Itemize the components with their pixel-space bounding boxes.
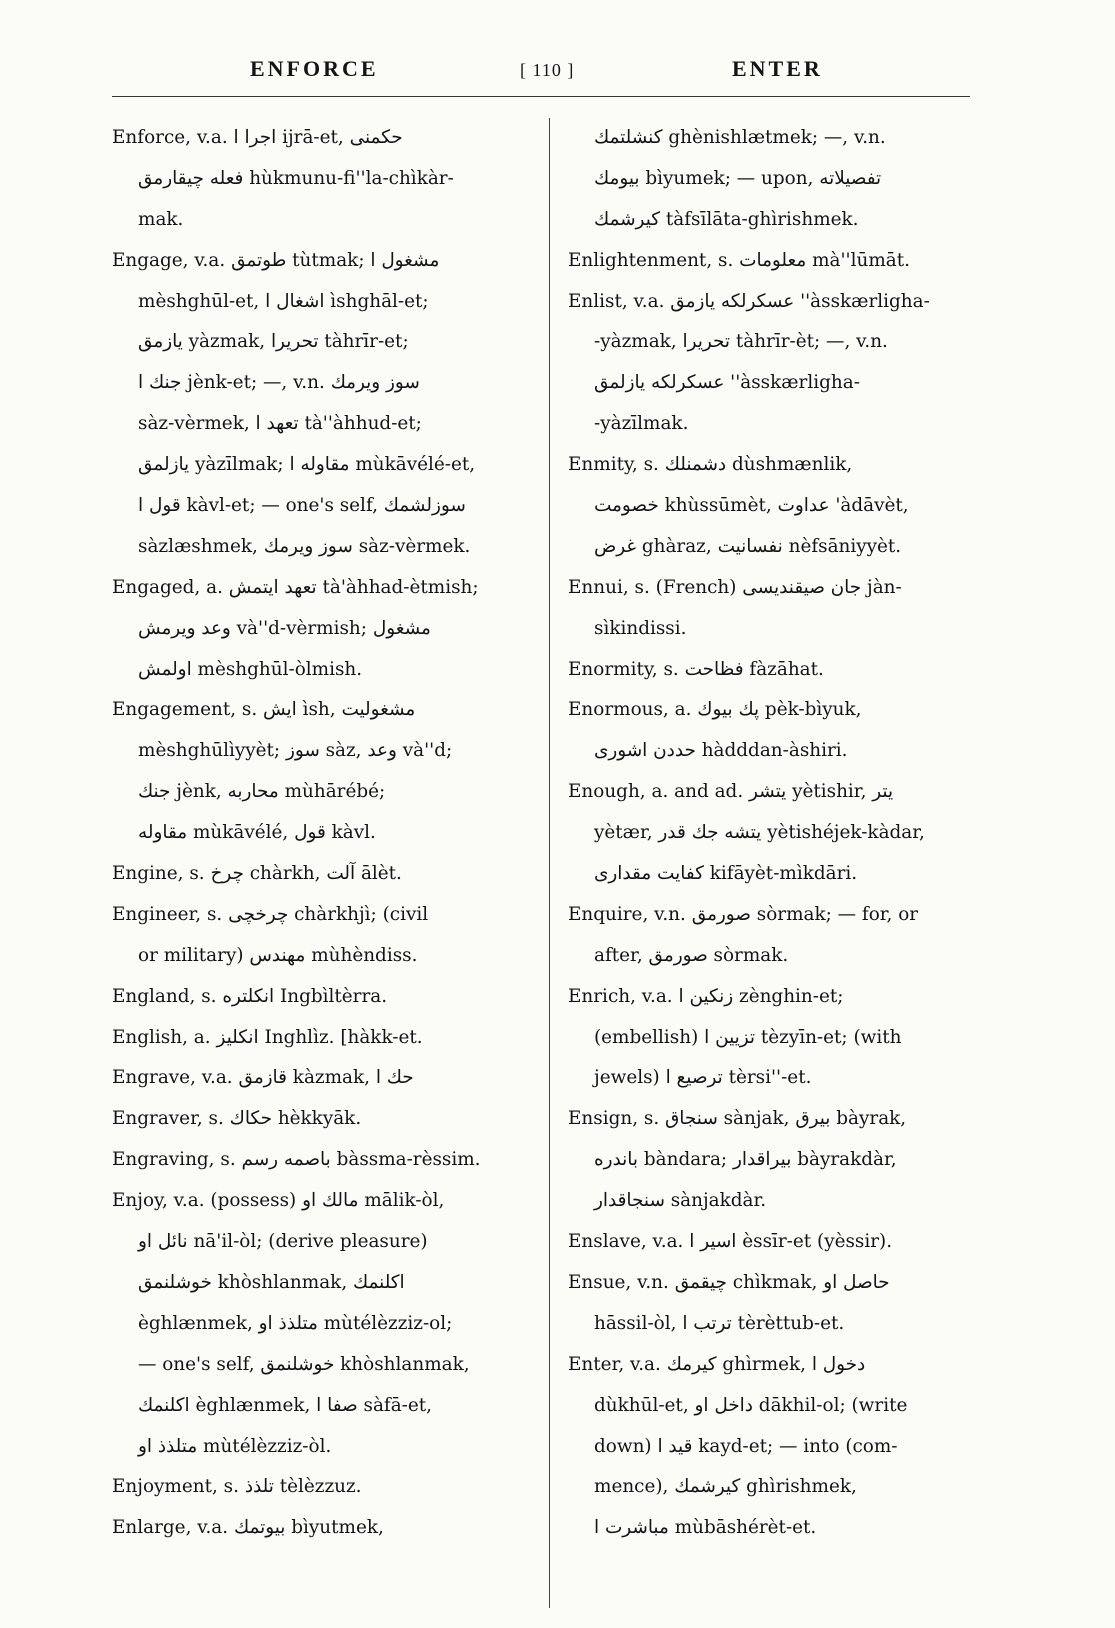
dictionary-line: یازمق yàzmak, تحریرا tàhrīr-et; bbox=[138, 331, 409, 353]
dictionary-line: خوشلنمق khòshlanmak, اكلنمك bbox=[138, 1271, 405, 1293]
left-column bbox=[112, 118, 538, 1549]
dictionary-line: Engineer, s. چرخچی chàrkhjì; (civil bbox=[112, 903, 429, 925]
dictionary-line: جنك ا jènk-et; —, v.n. سوز ویرمك bbox=[138, 372, 420, 394]
dictionary-line: Enforce, v.a. اجرا ا ijrā-et, حكمنى bbox=[112, 127, 403, 148]
dictionary-line: Enormous, a. پك بیوك pèk-bìyuk, bbox=[568, 699, 862, 721]
dictionary-line: Engagement, s. ایش ìsh, مشغولیت bbox=[112, 699, 416, 721]
dictionary-line: Enquire, v.n. صورمق sòrmak; — for, or bbox=[568, 903, 919, 925]
dictionary-line: mèshghūl-et, اشغال ا ìshghāl-et; bbox=[138, 290, 429, 312]
dictionary-line: Enlightenment, s. معلومات mà''lūmāt. bbox=[568, 249, 910, 271]
dictionary-line: كیرشمك tàfsīlāta-ghìrishmek. bbox=[594, 208, 859, 230]
dictionary-line: بیومك bìyumek; — upon, تفصیلاته bbox=[594, 167, 882, 189]
dictionary-line: (embellish) تزیین ا tèzyīn-et; (with bbox=[594, 1026, 902, 1048]
dictionary-line: نائل او nā'il-òl; (derive pleasure) bbox=[138, 1231, 428, 1253]
dictionary-line: غرض ghàraz, نفسانیت nèfsāniyyèt. bbox=[594, 535, 902, 557]
dictionary-line: Enjoy, v.a. (possess) مالك او mālik-òl, bbox=[112, 1190, 445, 1212]
dictionary-line: Engrave, v.a. قازمق kàzmak, حك ا bbox=[112, 1067, 414, 1089]
dictionary-line: yètær, یتشه جك قدر yètishéjek-kàdar, bbox=[594, 822, 925, 844]
dictionary-line: mèshghūlìyyèt; سوز sàz, وعد và''d; bbox=[138, 740, 453, 762]
dictionary-line: قول ا kàvl-et; — one's self, سوزلشمك bbox=[138, 495, 466, 517]
dictionary-line: مقاوله mùkāvélé, قول kàvl. bbox=[138, 822, 376, 844]
dictionary-line: كنشلتمك ghènishlætmek; —, v.n. bbox=[594, 127, 886, 148]
dictionary-line: سنجاقدار sànjakdàr. bbox=[594, 1190, 767, 1212]
dictionary-line: اولمش mèshghūl-òlmish. bbox=[138, 658, 363, 680]
dictionary-line: Enrich, v.a. زنكین ا zènghin-et; bbox=[568, 985, 844, 1007]
dictionary-line: èghlænmek, متلذذ او mùtélèzziz-ol; bbox=[138, 1312, 453, 1334]
dictionary-line: حددن اشوری hàdddan-àshiri. bbox=[594, 740, 848, 762]
dictionary-line: اكلنمك èghlænmek, صفا ا sàfā-et, bbox=[138, 1394, 433, 1416]
right-column bbox=[568, 118, 980, 1549]
dictionary-line: فعله چیقارمق hùkmunu-fi''la-chìkàr- bbox=[138, 167, 454, 189]
dictionary-line: Enormity, s. فظاحت fàzāhat. bbox=[568, 658, 824, 680]
dictionary-line: Enslave, v.a. اسیر ا èssīr-et (yèssir). bbox=[568, 1231, 893, 1253]
dictionary-line: Engage, v.a. طوتمق tùtmak; مشغول ا bbox=[112, 249, 440, 271]
dictionary-line: mak. bbox=[138, 208, 184, 230]
dictionary-line: متلذذ او mùtélèzziz-òl. bbox=[138, 1435, 332, 1457]
page-number: [ 110 ] bbox=[520, 60, 575, 80]
dictionary-line: Engraver, s. حكاك hèkkyāk. bbox=[112, 1108, 362, 1130]
dictionary-line: hāssil-òl, ترتب ا tèrèttub-et. bbox=[594, 1312, 845, 1334]
dictionary-line: عسكرلكه یازلمق ''àsskærligha- bbox=[594, 372, 860, 394]
dictionary-line: باندره bàndara; بیراقدار bàyrakdàr, bbox=[594, 1149, 897, 1171]
dictionary-line: or military) مهندس mùhèndiss. bbox=[138, 944, 418, 966]
dictionary-line: مباشرت ا mùbāshérèt-et. bbox=[594, 1517, 817, 1539]
header-rule bbox=[112, 96, 970, 97]
dictionary-line: sàz-vèrmek, تعهد ا tà''àhhud-et; bbox=[138, 413, 422, 435]
dictionary-line: — one's self, خوشلنمق khòshlanmak, bbox=[138, 1353, 470, 1375]
dictionary-line: Engine, s. چرخ chàrkh, آلت ālèt. bbox=[112, 863, 402, 885]
header-right-guide-word: ENTER bbox=[732, 56, 823, 81]
dictionary-line: Ennui, s. (French) جان صیقندیسی jàn- bbox=[568, 576, 902, 598]
dictionary-line: Enlist, v.a. عسكرلكه یازمق ''àsskærligha- bbox=[568, 290, 930, 312]
dictionary-line: dùkhūl-et, داخل او dākhil-ol; (write bbox=[594, 1394, 908, 1416]
dictionary-line: sìkindissi. bbox=[594, 617, 687, 639]
dictionary-line: Enough, a. and ad. یتشر yètishir, یتر bbox=[568, 781, 894, 803]
dictionary-line: after, صورمق sòrmak. bbox=[594, 944, 789, 966]
dictionary-line: Enmity, s. دشمنلك dùshmænlik, bbox=[568, 454, 853, 476]
dictionary-line: یازلمق yàzīlmak; مقاوله ا mùkāvélé-et, bbox=[138, 454, 476, 476]
dictionary-line: England, s. انكلتره Ingbìltèrra. bbox=[112, 985, 388, 1007]
dictionary-line: -yàzmak, تحریرا tàhrīr-èt; —, v.n. bbox=[594, 331, 888, 353]
dictionary-line: down) قید ا kayd-et; — into (com- bbox=[594, 1435, 898, 1457]
dictionary-line: Ensue, v.n. چیقمق chìkmak, حاصل او bbox=[568, 1271, 890, 1293]
dictionary-line: sàzlæshmek, سوز ویرمك sàz-vèrmek. bbox=[138, 535, 471, 557]
dictionary-line: Ensign, s. سنجاق sànjak, بیرق bàyrak, bbox=[568, 1108, 907, 1130]
dictionary-line: وعد ویرمش và''d-vèrmish; مشغول bbox=[138, 617, 431, 639]
column-divider bbox=[549, 118, 550, 1608]
dictionary-line: -yàzīlmak. bbox=[594, 413, 689, 435]
dictionary-line: English, a. انكلیز Inghlìz. [hàkk-et. bbox=[112, 1026, 423, 1048]
dictionary-line: جنك jènk, محاربه mùhārébé; bbox=[138, 781, 386, 803]
dictionary-line: jewels) ترصیع ا tèrsi''-et. bbox=[594, 1067, 812, 1089]
dictionary-line: Enter, v.a. كیرمك ghìrmek, دخول ا bbox=[568, 1353, 866, 1375]
header-left-guide-word: ENFORCE bbox=[250, 56, 379, 81]
dictionary-line: Enjoyment, s. تلذذ tèlèzzuz. bbox=[112, 1476, 362, 1498]
dictionary-line: mence), كیرشمك ghìrishmek, bbox=[594, 1476, 857, 1498]
dictionary-line: خصومت khùssūmèt, عداوت 'àdāvèt, bbox=[594, 495, 909, 517]
dictionary-line: Engraving, s. باصمه رسم bàssma-rèssim. bbox=[112, 1149, 481, 1171]
dictionary-line: Enlarge, v.a. بیوتمك bìyutmek, bbox=[112, 1517, 384, 1539]
dictionary-line: كفایت مقداری kifāyèt-mìkdāri. bbox=[594, 863, 858, 885]
dictionary-line: Engaged, a. تعهد ایتمش tà'àhhad-ètmish; bbox=[112, 576, 479, 598]
